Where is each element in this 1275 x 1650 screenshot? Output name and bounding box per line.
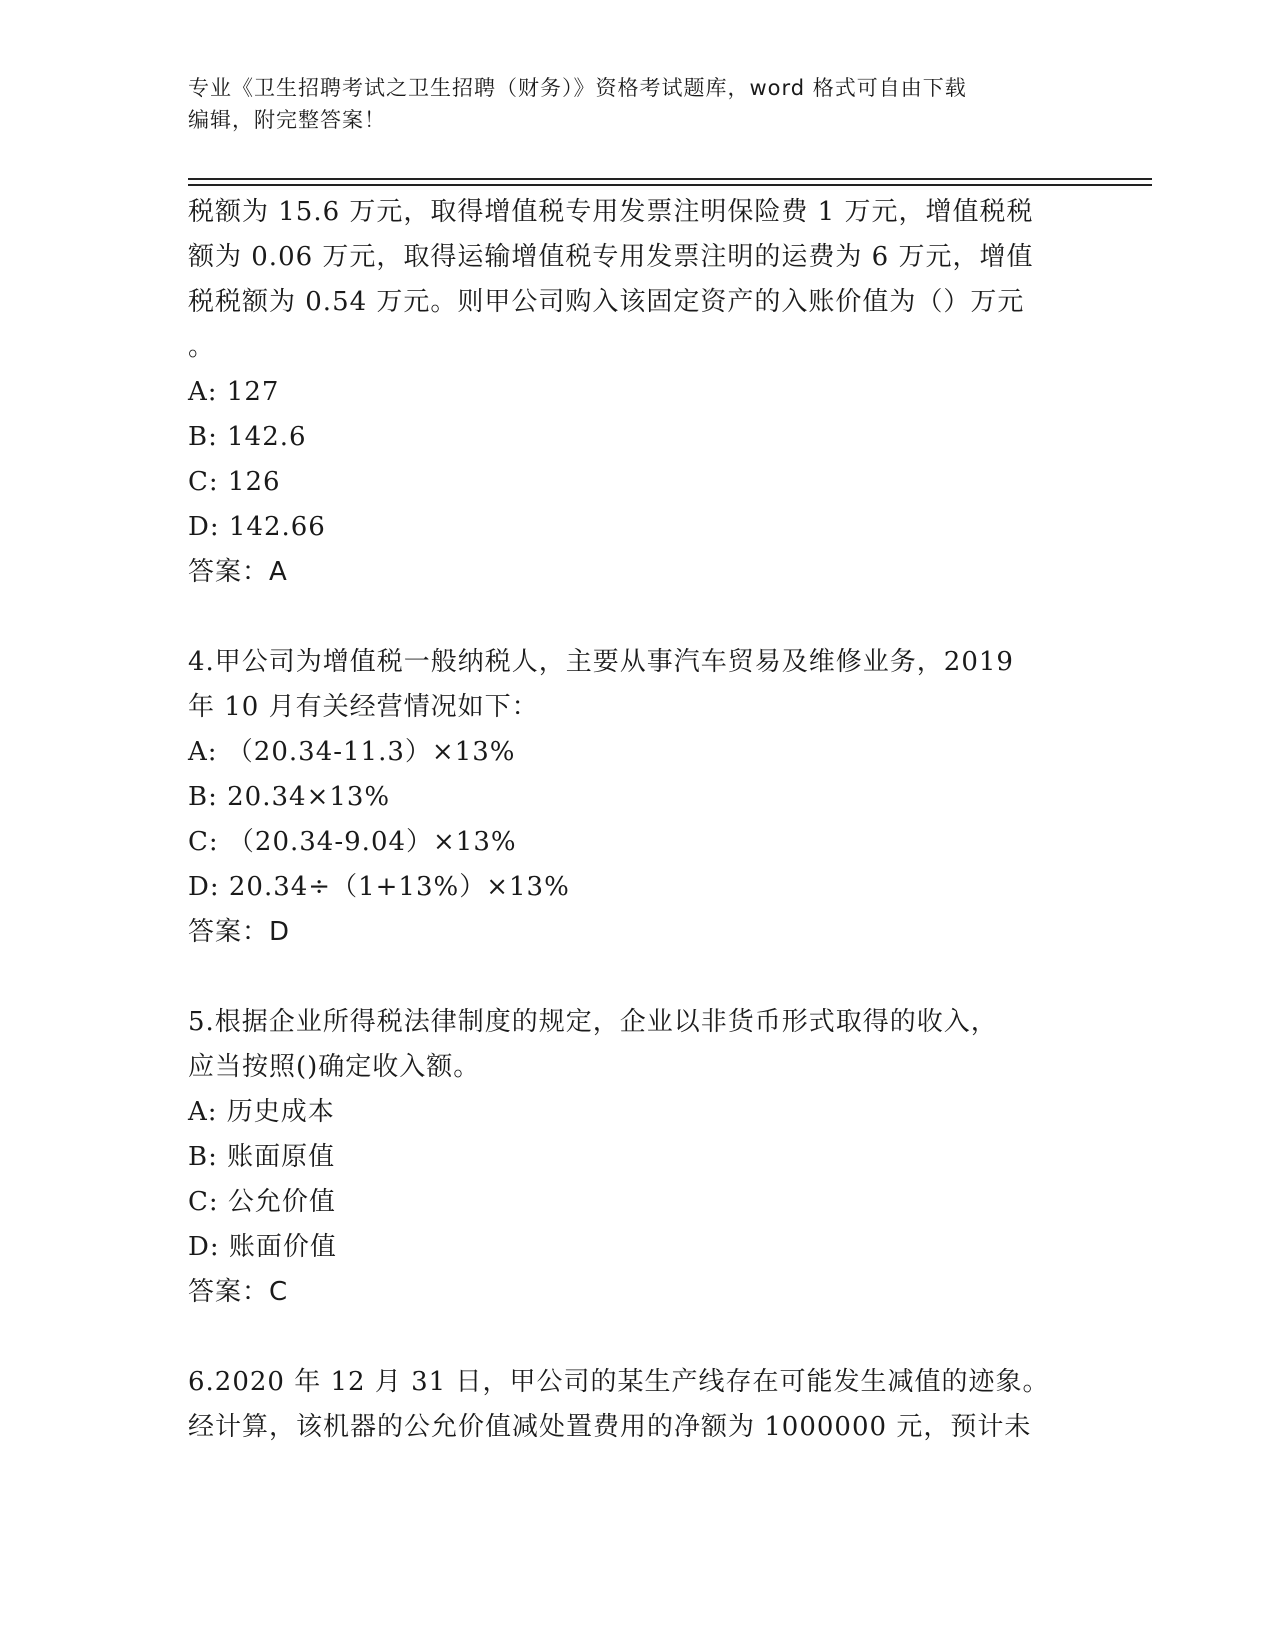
question-text-line: 年 10 月有关经营情况如下： [188,692,539,722]
question-text-line: 6.2020 年 12 月 31 日，甲公司的某生产线存在可能发生减值的迹象。 [188,1367,1050,1397]
question-text-line: 。 [188,332,216,362]
document-header [188,72,1068,136]
option-a: A: 历史成本 [188,1097,335,1127]
answer: 答案：D [188,917,291,947]
question-4 [188,640,1088,955]
option-d: D: 20.34÷（1+13%）×13% [188,872,570,902]
option-a: A: 127 [188,377,280,407]
header-line-1: 专业《卫生招聘考试之卫生招聘（财务）》资格考试题库，word 格式可自由下载 [188,76,967,100]
spacer [188,955,1088,1000]
header-divider-top [188,178,1152,180]
header-divider-bottom [188,184,1152,186]
question-5 [188,1000,1088,1315]
question-6 [188,1360,1088,1450]
question-text-line: 额为 0.06 万元，取得运输增值税专用发票注明的运费为 6 万元，增值 [188,242,1034,272]
question-text-line: 税税额为 0.54 万元。则甲公司购入该固定资产的入账价值为（）万元 [188,287,1025,317]
document-body [188,190,1088,1450]
question-text-line: 经计算，该机器的公允价值减处置费用的净额为 1000000 元，预计未 [188,1412,1032,1442]
option-a: A: （20.34-11.3）×13% [188,737,516,767]
answer: 答案：C [188,1277,289,1307]
option-d: D: 142.66 [188,512,326,542]
option-c: C: 126 [188,467,281,497]
option-b: B: 142.6 [188,422,307,452]
option-c: C: （20.34-9.04）×13% [188,827,517,857]
option-d: D: 账面价值 [188,1232,337,1262]
option-c: C: 公允价值 [188,1187,336,1217]
question-3-continued [188,190,1088,595]
answer: 答案：A [188,557,288,587]
question-text-line: 5.根据企业所得税法律制度的规定，企业以非货币形式取得的收入， [188,1007,998,1037]
option-b: B: 20.34×13% [188,782,391,812]
spacer [188,1315,1088,1360]
question-text-line: 4.甲公司为增值税一般纳税人，主要从事汽车贸易及维修业务，2019 [188,647,1014,677]
question-text-line: 税额为 15.6 万元，取得增值税专用发票注明保险费 1 万元，增值税税 [188,197,1034,227]
option-b: B: 账面原值 [188,1142,336,1172]
question-text-line: 应当按照()确定收入额。 [188,1052,481,1082]
spacer [188,595,1088,640]
header-line-2: 编辑，附完整答案！ [188,108,386,132]
